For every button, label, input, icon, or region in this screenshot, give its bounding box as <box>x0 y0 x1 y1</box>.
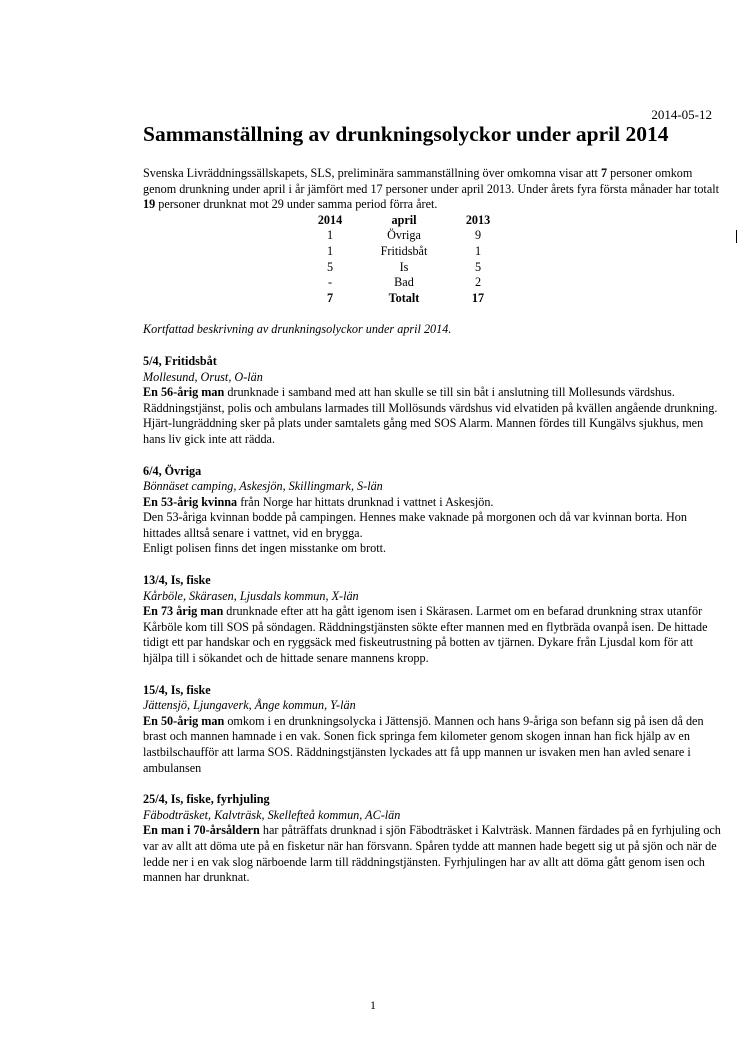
stats-cell: 2 <box>474 275 482 290</box>
incident-lead: En man i 70-årsåldern <box>143 823 260 838</box>
incident <box>143 683 723 777</box>
stats-cell: 5 <box>326 259 334 274</box>
stats-total-cell: Totalt <box>388 290 420 305</box>
stats-cell: 1 <box>326 228 334 243</box>
stats-cell: 1 <box>474 243 482 258</box>
summary-heading: Kortfattad beskrivning av drunkningsolyckor under april 2014. <box>143 322 452 337</box>
stats-total-cell: 7 <box>326 290 334 305</box>
incident-text <box>143 714 723 776</box>
stats-cell: 5 <box>474 259 482 274</box>
incident-lead: En 53-årig kvinna <box>143 494 238 509</box>
incident <box>143 354 723 448</box>
stats-table <box>306 213 502 307</box>
incident-location: Fäbodträsket, Kalvträsk, Skellefteå kommun, AC-län <box>143 807 401 822</box>
stats-cell: - <box>327 275 333 290</box>
incident-body: drunknade i samband med att han skulle se till sin båt i anslutning till Mollesunds värdshus. Räddningstjänst, polis och ambulans larmades till Mollösunds värdshus vid elvatiden på kvällen angående drunkning. Hjärt-lungräddning sker på plats under samtalets gång med SOS Alarm. Mannen fördes till Kungälvs sjukhus, men hans liv gick inte att rädda. <box>143 385 718 446</box>
intro-text: Svenska Livräddningssällskapets, SLS, preliminära sammanställning över omkomna visar att <box>143 166 601 180</box>
incident-lead: En 73 årig man <box>143 604 224 619</box>
incident-heading: 15/4, Is, fiske <box>143 682 211 697</box>
text-cursor <box>736 230 737 243</box>
incident-location: Kårböle, Skärasen, Ljusdals kommun, X-län <box>143 588 359 603</box>
incident <box>143 792 723 886</box>
document-date: 2014-05-12 <box>651 107 712 122</box>
stats-row <box>306 228 502 244</box>
incident-heading: 13/4, Is, fiske <box>143 573 211 588</box>
incident-location: Mollesund, Orust, O-län <box>143 369 263 384</box>
stats-row <box>306 244 502 260</box>
stats-header-cell: 2013 <box>465 212 491 227</box>
incident-lead: En 56-årig man <box>143 385 225 400</box>
incident <box>143 464 723 558</box>
stats-cell: Is <box>399 259 409 274</box>
stats-table-header <box>306 213 502 229</box>
stats-cell: Bad <box>394 275 414 290</box>
stats-cell: Övriga <box>387 228 421 243</box>
intro-text: personer omkom genom drunkning under april i år jämfört med 17 personer under april 2013. Under årets fyra första månader har totalt <box>143 166 720 196</box>
stats-header-cell: 2014 <box>317 212 343 227</box>
incident <box>143 573 723 667</box>
stats-total-row <box>306 291 502 307</box>
incident-text <box>143 495 723 511</box>
stats-cell: 9 <box>474 228 482 243</box>
stats-row <box>306 260 502 276</box>
intro-count-year: 19 <box>143 197 156 212</box>
incident-heading: 6/4, Övriga <box>143 463 202 478</box>
stats-row <box>306 275 502 291</box>
incident-text <box>143 604 723 666</box>
incident-heading: 25/4, Is, fiske, fyrhjuling <box>143 792 270 807</box>
incident-extra: Den 53-åriga kvinnan bodde på campingen. Hennes make vaknade på morgonen och då var kvinnan borta. Hon hittades alltså senare i vattnet, vid en brygga. <box>143 510 687 540</box>
intro-paragraph <box>143 166 723 213</box>
stats-header-cell: april <box>391 212 417 227</box>
intro-text: personer drunknat mot 29 under samma period förra året. <box>155 197 438 212</box>
incident-body: omkom i en drunkningsolycka i Jättensjö. Mannen och hans 9-åriga son befann sig på isen då den brast och mannen hamnade i en vak. Sonen fick springa fem kilometer genom skogen innan han fick hjälp av en lastbilschaufför att larma SOS. Räddningstjänsten lyckades att få upp mannen ur isvaken men han avled senare i ambulansen <box>143 713 704 775</box>
stats-cell: Fritidsbåt <box>380 243 428 258</box>
incident-location: Jättensjö, Ljungaverk, Ånge kommun, Y-län <box>143 698 356 713</box>
document-title: Sammanställning av drunkningsolyckor under april 2014 <box>143 122 669 146</box>
stats-cell: 1 <box>326 243 334 258</box>
incident-text <box>143 385 723 447</box>
incident-body: från Norge har hittats drunknad i vattnet i Askesjön. <box>237 494 494 509</box>
incident-location: Bönnäset camping, Askesjön, Skillingmark, S-län <box>143 479 383 494</box>
incident-body: drunknade efter att ha gått igenom isen i Skärasen. Larmet om en befarad drunkning strax utanför Kårböle kom till SOS på söndagen. Räddningstjänsten sökte efter mannen med en flytbräda ovanpå isen. De hittade tidigt ett par handskar och en ryggsäck med fiskeutrustning på botten av tjärnen. Dykare från Ljusdal kom för att hjälpa till i sökandet och de hittade senare mannens kropp. <box>143 604 708 666</box>
incident-text <box>143 823 723 885</box>
document-body <box>143 166 723 886</box>
incident-lead: En 50-årig man <box>143 713 225 728</box>
stats-total-cell: 17 <box>471 290 485 305</box>
page-number: 1 <box>370 998 376 1012</box>
incident-body: har påträffats drunknad i sjön Fäbodträsket i Kalvträsk. Mannen färdades på en fyrhjuling och var av allt att döma ute på en fisketur när han försvann. Spåren tydde att mannen hade begett sig ut på sjön och när de ledde ner i en vak slog närboende larm till räddningstjänsten. Fyrhjulingen har av allt att döma gått genom isen och mannen har drunknat. <box>143 823 721 885</box>
intro-count-april: 7 <box>600 166 608 180</box>
incident-heading: 5/4, Fritidsbåt <box>143 353 217 368</box>
incident-extra: Enligt polisen finns det ingen misstanke om brott. <box>143 541 387 556</box>
